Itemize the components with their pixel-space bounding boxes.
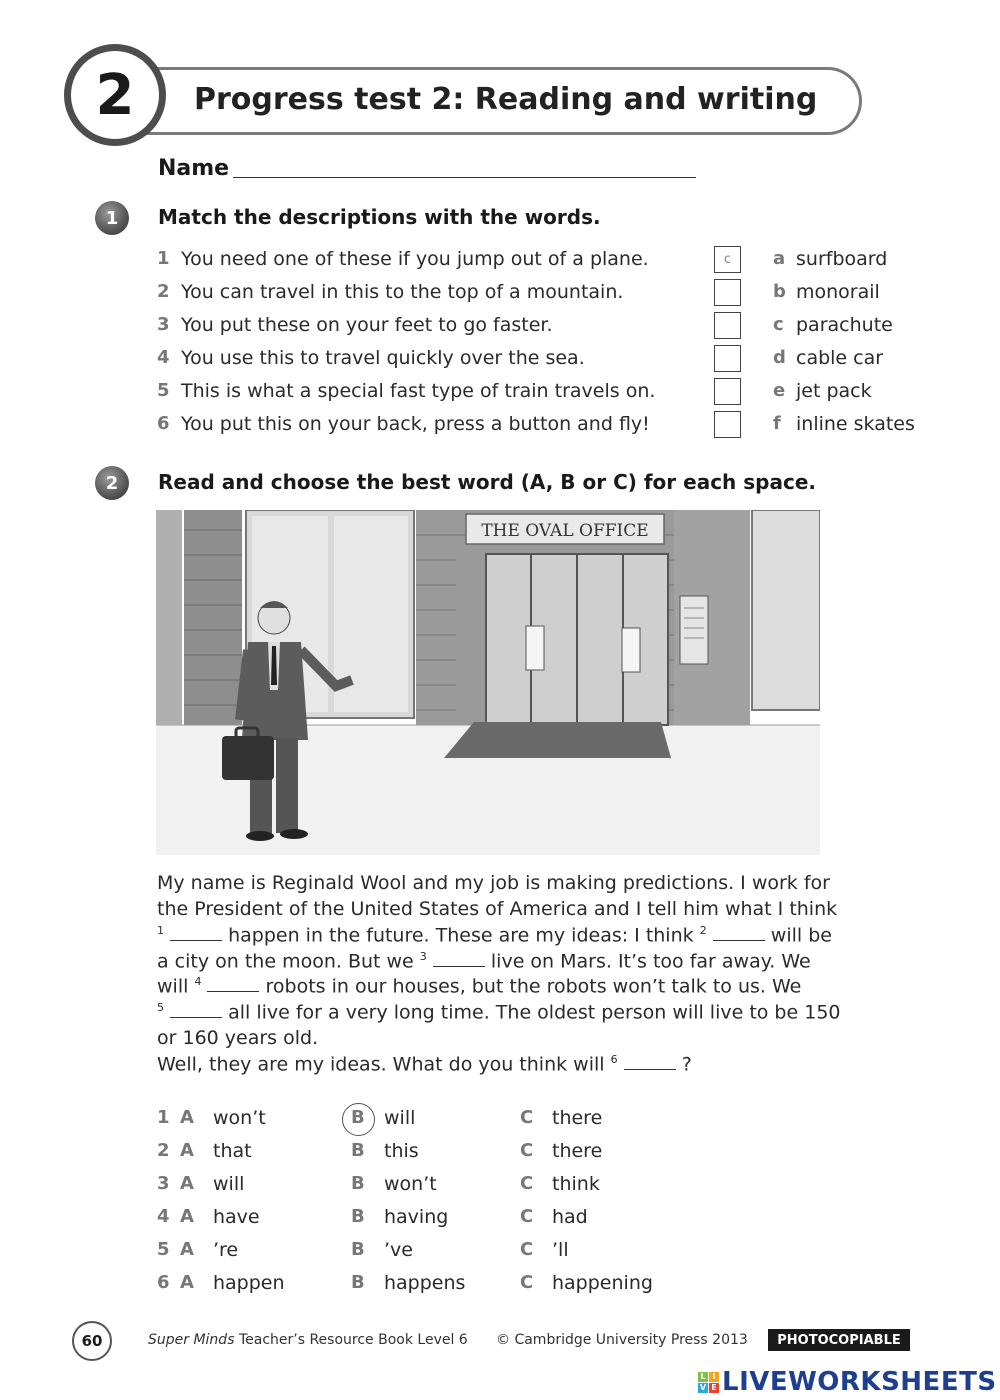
blank-6[interactable] — [624, 1053, 676, 1070]
passage-text: robots in our houses, but the robots won’t talk to us. We — [265, 975, 802, 998]
logo-letter: E — [709, 1383, 719, 1393]
option-c[interactable]: had — [552, 1206, 588, 1228]
option-letter-c[interactable]: C — [520, 1140, 534, 1161]
passage-line: My name is Reginald Wool and my job is making predictions. I work for — [157, 872, 830, 894]
blank-1[interactable] — [170, 924, 222, 941]
question-number: 1 — [157, 1107, 170, 1128]
book-title-italic: Super Minds — [148, 1332, 235, 1348]
header-number: 2 — [71, 51, 159, 139]
item-description: You use this to travel quickly over the sea. — [181, 347, 585, 369]
office-building-image — [156, 510, 820, 855]
option-a[interactable]: have — [213, 1206, 260, 1228]
section-2-title: Read and choose the best word (A, B or C) for each space. — [158, 470, 816, 494]
office-illustration — [156, 510, 820, 855]
item-description: This is what a special fast type of train travels on. — [181, 380, 656, 402]
option-letter-b[interactable]: B — [351, 1107, 365, 1128]
word-letter: b — [773, 281, 786, 302]
option-a[interactable]: that — [213, 1140, 252, 1162]
option-b[interactable]: will — [384, 1107, 416, 1129]
passage-line — [157, 924, 832, 946]
copyright: © Cambridge University Press 2013 — [496, 1332, 748, 1348]
word-letter: d — [773, 347, 786, 368]
passage-text: Well, they are my ideas. What do you think will — [157, 1053, 605, 1076]
passage-text: live on Mars. It’s too far away. We — [490, 950, 811, 973]
photocopiable-badge: PHOTOCOPIABLE — [768, 1329, 910, 1351]
item-number: 2 — [157, 281, 170, 302]
blank-number: 2 — [699, 924, 707, 937]
item-description: You put this on your back, press a button and fly! — [181, 413, 650, 435]
option-letter-b[interactable]: B — [351, 1140, 365, 1161]
option-letter-b[interactable]: B — [351, 1206, 365, 1227]
item-number: 5 — [157, 380, 170, 401]
logo-letter: I — [709, 1372, 719, 1382]
question-number: 5 — [157, 1239, 170, 1260]
option-letter-c[interactable]: C — [520, 1206, 534, 1227]
option-letter-a[interactable]: A — [180, 1107, 194, 1128]
item-number: 4 — [157, 347, 170, 368]
passage-line: or 160 years old. — [157, 1027, 319, 1049]
word-option: inline skates — [796, 413, 915, 435]
word-letter: c — [773, 314, 784, 335]
option-letter-b[interactable]: B — [351, 1239, 365, 1260]
option-b[interactable]: won’t — [384, 1173, 437, 1195]
option-a[interactable]: happen — [213, 1272, 285, 1294]
option-letter-a[interactable]: A — [180, 1173, 194, 1194]
option-c[interactable]: there — [552, 1140, 603, 1162]
blank-3[interactable] — [433, 950, 485, 967]
book-title-rest: Teacher’s Resource Book Level 6 — [234, 1332, 468, 1348]
option-c[interactable]: happening — [552, 1272, 653, 1294]
blank-number: 4 — [194, 975, 202, 988]
blank-number: 5 — [157, 1001, 164, 1014]
passage-text: ? — [681, 1053, 692, 1076]
blank-number: 6 — [610, 1053, 618, 1066]
passage-line — [157, 1001, 841, 1023]
option-b[interactable]: ’ve — [384, 1239, 413, 1261]
passage-text: will be — [770, 924, 832, 947]
option-b[interactable]: having — [384, 1206, 449, 1228]
option-letter-a[interactable]: A — [180, 1140, 194, 1161]
liveworksheets-logo[interactable] — [698, 1367, 997, 1397]
passage-text: a city on the moon. But we — [157, 950, 414, 973]
question-number: 4 — [157, 1206, 170, 1227]
passage-text: all live for a very long time. The oldest person will live to be 150 — [228, 1001, 841, 1024]
option-letter-c[interactable]: C — [520, 1272, 534, 1293]
answer-box[interactable] — [714, 411, 741, 438]
section-2-badge: 2 — [95, 466, 129, 500]
blank-number: 1 — [157, 924, 164, 937]
section-1-badge: 1 — [95, 201, 129, 235]
answer-box[interactable] — [714, 279, 741, 306]
word-letter: e — [773, 380, 786, 401]
page-number: 60 — [72, 1321, 112, 1361]
word-letter: f — [773, 413, 781, 434]
option-letter-a[interactable]: A — [180, 1239, 194, 1260]
question-number: 3 — [157, 1173, 170, 1194]
section-1-title: Match the descriptions with the words. — [158, 205, 601, 229]
oval-office-sign: THE OVAL OFFICE — [481, 521, 649, 541]
question-number: 2 — [157, 1140, 170, 1161]
passage-line — [157, 975, 801, 997]
word-option: jet pack — [796, 380, 872, 402]
item-number: 6 — [157, 413, 170, 434]
option-a[interactable]: ’re — [213, 1239, 239, 1261]
option-letter-b[interactable]: B — [351, 1173, 365, 1194]
option-a[interactable]: won’t — [213, 1107, 266, 1129]
answer-box[interactable] — [714, 312, 741, 339]
option-letter-c[interactable]: C — [520, 1107, 534, 1128]
page-title: Progress test 2: Reading and writing — [194, 82, 818, 117]
answer-box[interactable] — [714, 345, 741, 372]
option-c[interactable]: ’ll — [552, 1239, 569, 1261]
answer-box[interactable]: c — [714, 246, 741, 273]
passage-line — [157, 950, 811, 972]
word-option: monorail — [796, 281, 880, 303]
word-option: parachute — [796, 314, 893, 336]
passage-text: will — [157, 975, 189, 998]
option-letter-b[interactable]: B — [351, 1272, 365, 1293]
option-letter-c[interactable]: C — [520, 1239, 534, 1260]
item-number: 1 — [157, 248, 170, 269]
option-c[interactable]: think — [552, 1173, 600, 1195]
logo-letter: L — [698, 1372, 708, 1382]
option-letter-a[interactable]: A — [180, 1206, 194, 1227]
name-label: Name — [158, 156, 230, 181]
blank-2[interactable] — [713, 924, 765, 941]
option-letter-a[interactable]: A — [180, 1272, 194, 1293]
option-c[interactable]: there — [552, 1107, 603, 1129]
option-b[interactable]: this — [384, 1140, 419, 1162]
word-option: cable car — [796, 347, 884, 369]
item-description: You can travel in this to the top of a mountain. — [181, 281, 624, 303]
answer-box[interactable] — [714, 378, 741, 405]
option-b[interactable]: happens — [384, 1272, 466, 1294]
item-description: You put these on your feet to go faster. — [181, 314, 553, 336]
logo-text: LIVEWORKSHEETS — [722, 1367, 997, 1397]
book-title — [148, 1332, 468, 1348]
question-number: 6 — [157, 1272, 170, 1293]
passage-line: the President of the United States of America and I tell him what I think — [157, 898, 838, 920]
logo-icon — [698, 1372, 719, 1393]
logo-letter: V — [699, 1382, 707, 1392]
passage-text: happen in the future. These are my ideas: I think — [228, 924, 694, 947]
word-letter: a — [773, 248, 786, 269]
option-letter-c[interactable]: C — [520, 1173, 534, 1194]
blank-4[interactable] — [207, 975, 259, 992]
word-option: surfboard — [796, 248, 888, 270]
blank-5[interactable] — [170, 1001, 222, 1018]
blank-number: 3 — [419, 950, 427, 963]
item-number: 3 — [157, 314, 170, 335]
item-description: You need one of these if you jump out of a plane. — [181, 248, 649, 270]
name-input-line[interactable] — [233, 177, 696, 178]
passage-line — [157, 1053, 692, 1075]
option-a[interactable]: will — [213, 1173, 245, 1195]
